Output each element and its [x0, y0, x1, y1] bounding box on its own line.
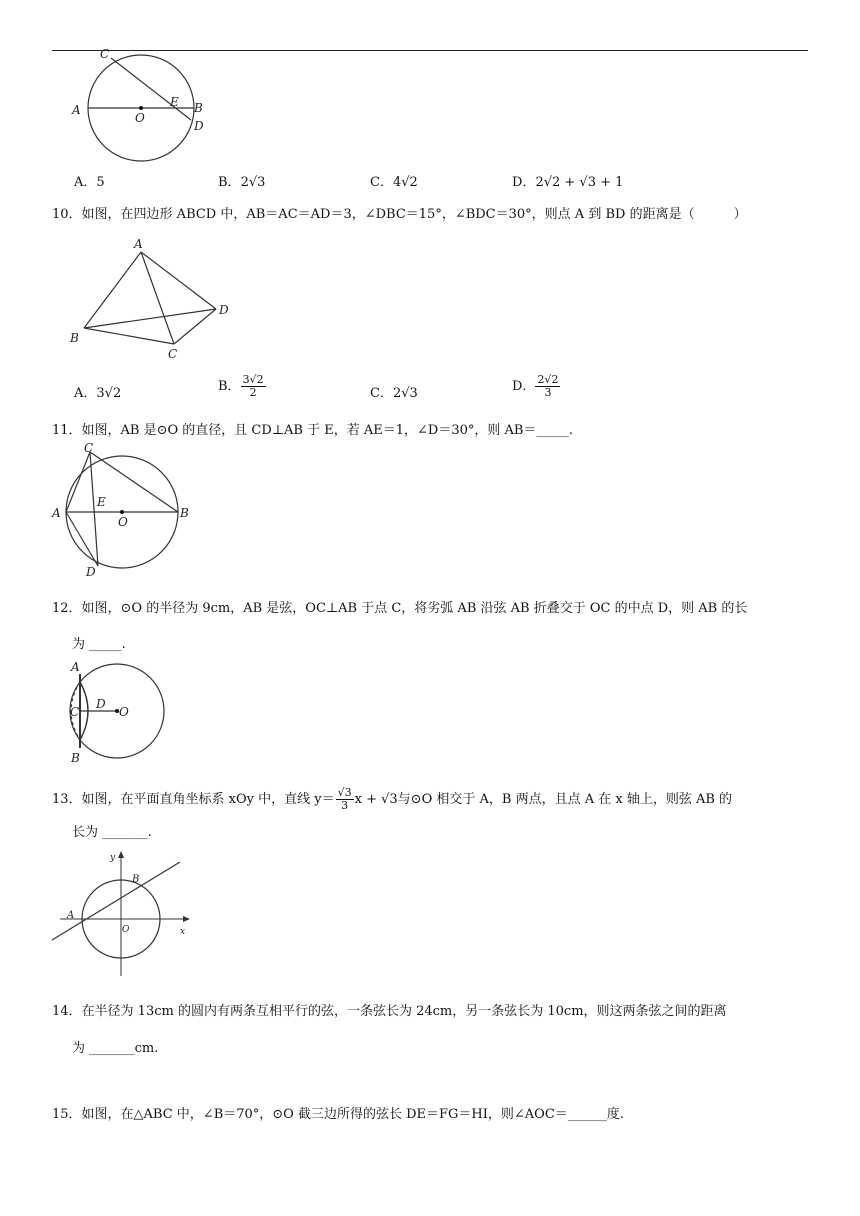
q12-question-line2: 为 _____. [72, 637, 126, 652]
q10-option-b: B． $\frac{3√2}{2}$ [218, 373, 264, 399]
q11-label-a: A [52, 506, 61, 520]
q10-option-d: D． $\frac{2√2}{3}$ [512, 373, 559, 399]
q13-label-o: O [122, 925, 130, 935]
q13-label-y: y [110, 853, 116, 863]
q13-figure [50, 848, 200, 983]
q12-label-a: A [71, 660, 80, 674]
q13-label-b: B [132, 874, 140, 885]
q13-question-line2: 长为 _______. [72, 825, 152, 840]
q12-label-d: D [96, 697, 106, 711]
q9-label-a: A [72, 103, 81, 117]
q10-label-d: D [219, 303, 229, 317]
q10-label-c: C [168, 347, 178, 361]
q9-option-d: D．2√2 + √3 + 1 [512, 175, 624, 190]
q9-figure [60, 48, 220, 168]
q12-label-c: C [70, 705, 80, 719]
q11-question: 11．如图，AB 是⊙O 的直径，且 CD⊥AB 于 E，若 AE＝1，∠D＝30°，则 AB＝_____. [52, 423, 574, 438]
q13-label-a: A [67, 910, 75, 921]
q11-label-d: D [86, 565, 96, 579]
q10-label-a: A [134, 237, 143, 251]
q9-label-d: D [194, 119, 204, 133]
q11-label-o: O [118, 515, 128, 529]
q10-option-a: A．3√2 [74, 386, 122, 401]
q9-label-e: E [170, 95, 179, 109]
q12-label-o: O [119, 705, 129, 719]
q11-label-b: B [180, 506, 189, 520]
q12-figure [56, 656, 176, 766]
q10-question: 10．如图，在四边形 ABCD 中，AB＝AC＝AD＝3，∠DBC＝15°，∠BDC＝30°，则点 A 到 BD 的距离是（ ） [52, 207, 747, 222]
q11-label-e: E [97, 495, 106, 509]
q9-option-c: C．4√2 [370, 175, 418, 190]
q12-question-line1: 12．如图，⊙O 的半径为 9cm，AB 是弦，OC⊥AB 于点 C，将劣弧 AB 沿弦 AB 折叠交于 OC 的中点 D，则 AB 的长 [52, 601, 748, 616]
q10-label-b: B [70, 331, 79, 345]
q10-option-c: C．2√3 [370, 386, 418, 401]
q14-question-line1: 14．在半径为 13cm 的圆内有两条互相平行的弦，一条弦长为 24cm，另一条弦长为 10cm，则这两条弦之间的距离 [52, 1004, 727, 1019]
q9-label-c: C [100, 47, 110, 61]
q11-label-c: C [84, 441, 94, 455]
q11-figure [50, 441, 200, 581]
q15-question: 15．如图，在△ABC 中，∠B＝70°，⊙O 截三边所得的弦长 DE＝FG＝HI，则∠AOC＝______度. [52, 1107, 624, 1122]
q13-label-x: x [180, 927, 186, 937]
q13-question-line1: 13．如图，在平面直角坐标系 xOy 中，直线 y＝ $\frac{√3}{3}$ x + √3与⊙O 相交于 A，B 两点，且点 A 在 x 轴上，则弦 AB 的 [52, 786, 733, 812]
q9-label-b: B [194, 101, 203, 115]
q9-option-b: B．2√3 [218, 175, 266, 190]
q9-label-o: O [135, 111, 145, 125]
q10-figure [66, 236, 246, 366]
q14-question-line2: 为 _______cm. [72, 1041, 159, 1056]
q9-option-a: A．5 [74, 175, 105, 190]
q12-label-b: B [71, 751, 80, 765]
